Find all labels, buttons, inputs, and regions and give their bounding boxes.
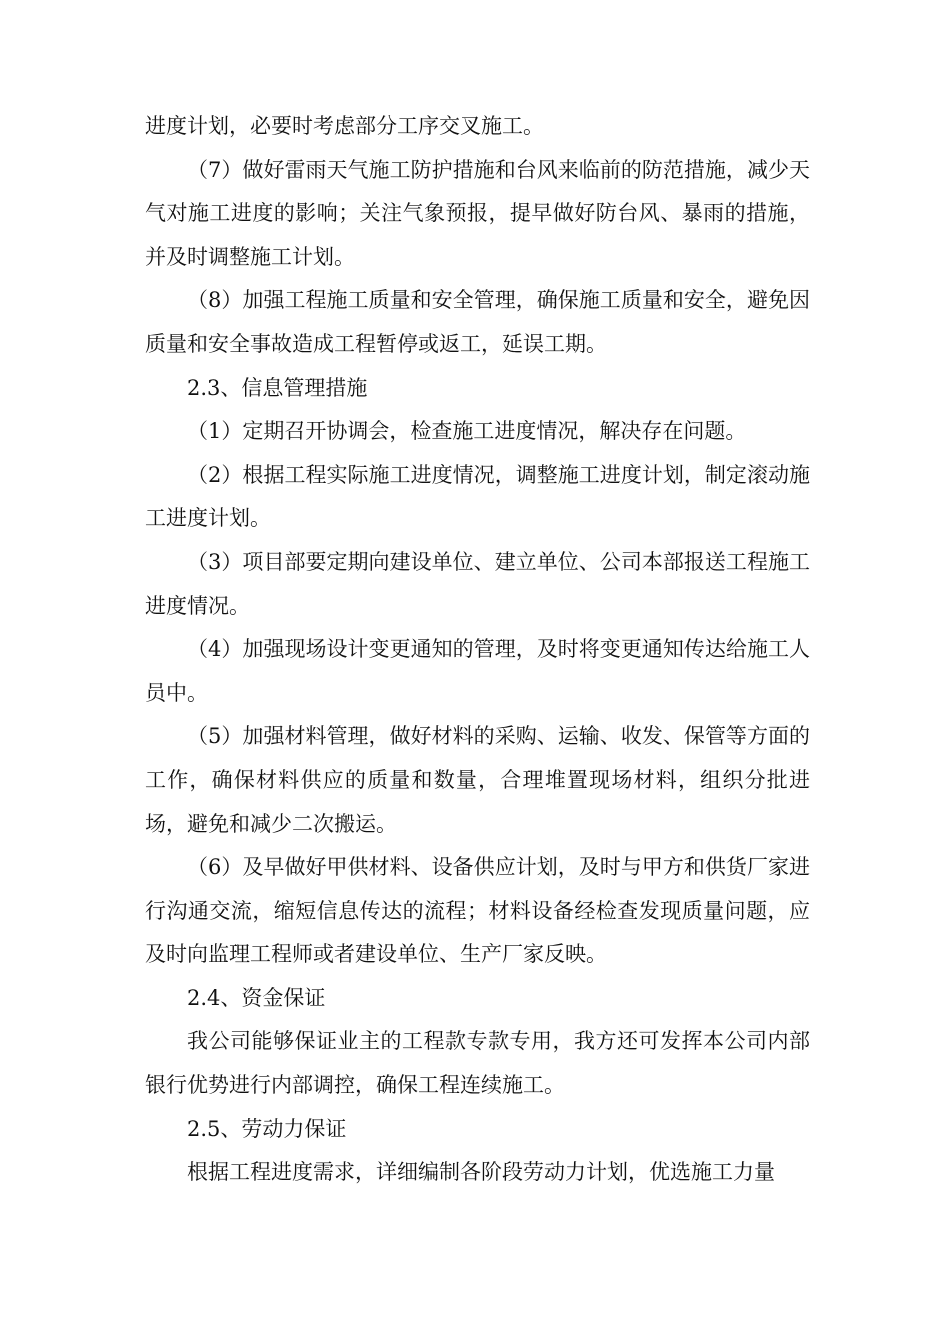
paragraph-2-3-item-2: （2）根据工程实际施工进度情况，调整施工进度计划，制定滚动施工进度计划。: [145, 462, 810, 531]
paragraph-2-5-body: 根据工程进度需求，详细编制各阶段劳动力计划，优选施工力量: [187, 1160, 775, 1185]
document-body: [145, 105, 810, 1195]
section-heading-2-3: 2.3、信息管理措施: [187, 375, 368, 400]
paragraph-2-3-item-3: （3）项目部要定期向建设单位、建立单位、公司本部报送工程施工进度情况。: [145, 549, 810, 618]
paragraph-2-3-item-5: （5）加强材料管理，做好材料的采购、运输、收发、保管等方面的工作，确保材料供应的质量和数量，合理堆置现场材料，组织分批进场，避免和减少二次搬运。: [145, 724, 810, 836]
section-heading-2-5: 2.5、劳动力保证: [187, 1116, 347, 1141]
paragraph-2-3-item-4: （4）加强现场设计变更通知的管理，及时将变更通知传达给施工人员中。: [145, 637, 810, 705]
paragraph-2-4-body: 我公司能够保证业主的工程款专款专用，我方还可发挥本公司内部银行优势进行内部调控，确保工程连续施工。: [145, 1029, 810, 1098]
paragraph-item-8: （8）加强工程施工质量和安全管理，确保施工质量和安全，避免因质量和安全事故造成工程暂停或返工，延误工期。: [145, 288, 810, 356]
paragraph-item-7: （7）做好雷雨天气施工防护措施和台风来临前的防范措施，减少天气对施工进度的影响；关注气象预报，提早做好防台风、暴雨的措施，并及时调整施工计划。: [145, 157, 810, 269]
section-heading-2-4: 2.4、资金保证: [187, 985, 326, 1010]
paragraph-2-3-item-1: （1）定期召开协调会，检查施工进度情况，解决存在问题。: [187, 419, 747, 444]
paragraph-continuation: 进度计划，必要时考虑部分工序交叉施工。: [145, 114, 544, 138]
paragraph-2-3-item-6: （6）及早做好甲供材料、设备供应计划，及时与甲方和供货厂家进行沟通交流，缩短信息传达的流程；材料设备经检查发现质量问题，应及时向监理工程师或者建设单位、生产厂家反映。: [145, 855, 810, 967]
